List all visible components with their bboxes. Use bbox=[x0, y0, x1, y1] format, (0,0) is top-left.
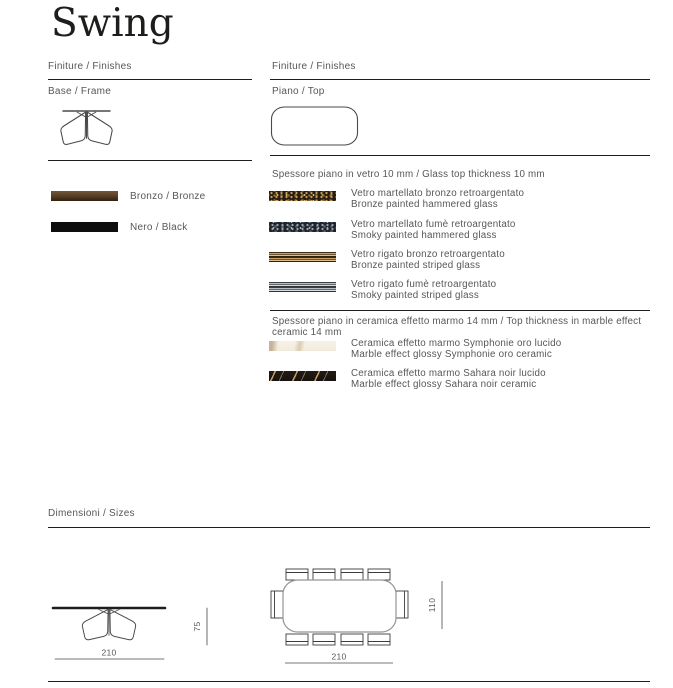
finish-label bbox=[351, 339, 561, 360]
bronze-swatch bbox=[51, 191, 118, 201]
symphonie-oro-ceramic-swatch bbox=[269, 341, 336, 351]
ceramic-finish-row bbox=[269, 339, 561, 360]
table-top-outline bbox=[283, 580, 396, 632]
left-finishes-divider bbox=[48, 79, 252, 80]
page-title: Swing bbox=[51, 1, 174, 46]
bottom-divider bbox=[48, 681, 650, 682]
glass-finish-row bbox=[269, 280, 496, 301]
ceramic-thickness-heading: Spessore piano in ceramica effetto marmo 14 mm / Top thickness in marble effect ceramic 14 mm bbox=[272, 316, 642, 338]
glass-finish-row bbox=[269, 250, 505, 271]
dimensions-divider bbox=[48, 527, 650, 528]
right-finishes-title: Finiture / Finishes bbox=[272, 61, 356, 72]
finish-label-it: Vetro rigato bronzo retroargentato bbox=[351, 249, 505, 260]
chair-right-end bbox=[396, 591, 408, 618]
finish-label-en: Marble effect glossy Sahara noir ceramic bbox=[351, 378, 537, 390]
glass-ceramic-divider bbox=[270, 310, 650, 311]
glass-finish-row bbox=[269, 189, 524, 210]
black-swatch bbox=[51, 222, 118, 232]
finish-label-en: Bronze painted hammered glass bbox=[351, 198, 498, 210]
table-top-view-drawing bbox=[263, 556, 458, 676]
base-wings bbox=[61, 112, 112, 145]
glass-thickness-heading: Spessore piano in vetro 10 mm / Glass top thickness 10 mm bbox=[272, 169, 545, 180]
table-side-view-drawing bbox=[48, 556, 223, 668]
piano-top-label: Piano / Top bbox=[272, 86, 325, 97]
finish-label bbox=[351, 250, 505, 271]
chair-top-row bbox=[286, 569, 390, 580]
finish-label bbox=[351, 189, 524, 210]
finish-label: Nero / Black bbox=[130, 221, 188, 233]
base-frame-drawing bbox=[48, 100, 128, 158]
base-finish-row-black bbox=[51, 221, 187, 233]
piano-divider bbox=[270, 155, 650, 156]
glass-finish-row bbox=[269, 220, 516, 241]
finish-label-en: Smoky painted striped glass bbox=[351, 289, 479, 301]
ceramic-finish-row bbox=[269, 369, 546, 390]
left-finishes-title: Finiture / Finishes bbox=[48, 61, 132, 72]
top-width-dim: 210 bbox=[331, 651, 347, 662]
dimensions-title: Dimensioni / Sizes bbox=[48, 508, 135, 519]
finish-label-it: Ceramica effetto marmo Symphonie oro lucido bbox=[351, 338, 562, 349]
finish-label-it: Vetro rigato fumè retroargentato bbox=[351, 279, 497, 290]
table-top-drawing bbox=[270, 104, 362, 148]
side-view-base-wings bbox=[82, 609, 135, 640]
finish-label: Bronzo / Bronze bbox=[130, 190, 206, 202]
striped-bronze-glass-swatch bbox=[269, 252, 336, 262]
base-finish-divider bbox=[48, 160, 252, 161]
finish-label-en: Bronze painted striped glass bbox=[351, 259, 481, 271]
table-top-outline bbox=[272, 107, 358, 145]
base-frame-label: Base / Frame bbox=[48, 86, 112, 97]
finish-label-it: Vetro martellato fumè retroargentato bbox=[351, 219, 516, 230]
finish-label-it: Vetro martellato bronzo retroargentato bbox=[351, 188, 525, 199]
side-width-dim: 210 bbox=[101, 647, 117, 658]
striped-smoky-glass-swatch bbox=[269, 282, 336, 292]
base-finish-row-bronze bbox=[51, 190, 205, 202]
sahara-noir-ceramic-swatch bbox=[269, 371, 336, 381]
finish-label-it: Ceramica effetto marmo Sahara noir lucido bbox=[351, 368, 546, 379]
finish-label-en: Smoky painted hammered glass bbox=[351, 229, 497, 241]
chair-left-end bbox=[271, 591, 283, 618]
finish-label-en: Marble effect glossy Symphonie oro ceramic bbox=[351, 348, 552, 360]
hammered-bronze-glass-swatch bbox=[269, 191, 336, 201]
hammered-smoky-glass-swatch bbox=[269, 222, 336, 232]
right-finishes-divider bbox=[270, 79, 650, 80]
top-depth-dim: 110 bbox=[427, 597, 437, 613]
chair-bottom-row bbox=[286, 634, 390, 645]
side-height-dim: 75 bbox=[192, 621, 202, 632]
finish-label bbox=[351, 280, 496, 301]
finish-label bbox=[351, 369, 546, 390]
finish-label bbox=[351, 220, 516, 241]
